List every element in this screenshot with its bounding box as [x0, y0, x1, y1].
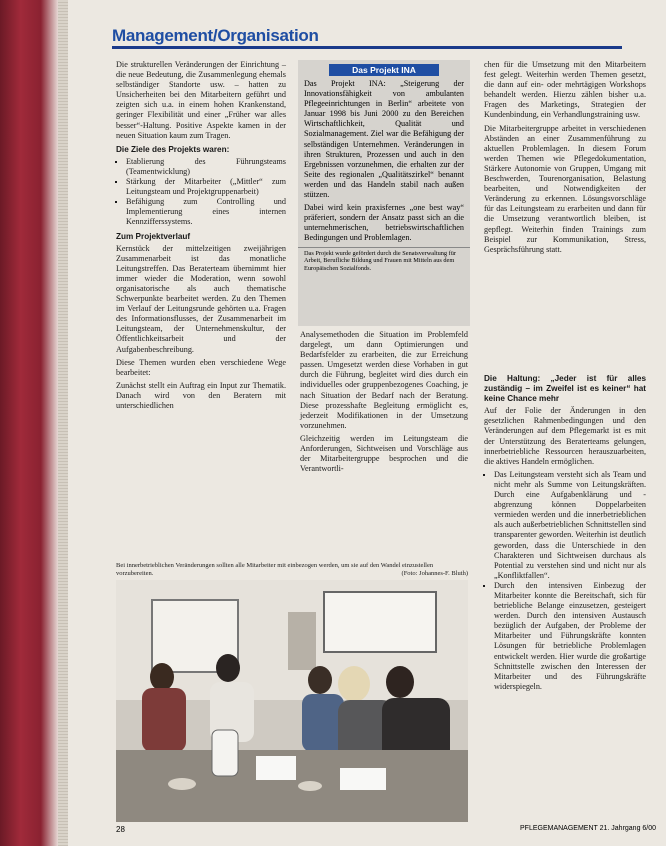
- paragraph: Gleichzeitig werden im Leitungsteam die Anforderungen, Sichtweisen und Vorschläge aus der Mitarbeitergruppe besprochen und die Verantwortli-: [300, 433, 468, 474]
- paragraph: Die Mitarbeitergruppe arbeitet in verschiedenen Abständen an einer Zusammenführung zu aktuellen Problemlagen. In diesem Forum werden Themen wie Pflegedokumentation, Stärkere Autonomie von Gruppen, Umgang mit Beschwerden, Tourenorganisation, Belastung bearbeiten, und Notwendigkeiten der Veränderung zu erkennen. Lösungsvorschläge für das Leitungsteam zu erarbeiten und dann für die Umsetzung verantwortlich bleiben, ist gepflegt. Weiterhin finden Trainings zum Beispiel zur Kommunikation, Stress, Gesprächsführung statt.: [484, 123, 646, 254]
- goal-item: ▪ Etablierung des Führungsteams (Teamentwicklung): [126, 157, 286, 177]
- info-box: [298, 60, 470, 326]
- paragraph: Zunächst stellt ein Auftrag ein Input zur Thematik. Danach wird von den Beratern mit unterschiedlichen: [116, 380, 286, 410]
- result-item: ▪ Durch den intensiven Einbezug der Mitarbeiter konnte die Bereitschaft, sich für betriebliche Belange einzusetzen, gesteigert werden. Durch den intensiven Austausch bezüglich der Aufgaben, der Probleme der Mitarbeiter und Führungskräfte konnten Lösungen für betriebliche Problemlagen entwickelt werden. Hier wurde die großartige Schnittstelle zwischen den Interessen der Mitarbeiter und des Führungskräfte widerspiegeln.: [494, 581, 646, 692]
- project-heading: Zum Projektverlauf: [116, 231, 191, 241]
- book-binding: [0, 0, 68, 846]
- column-3-top: [484, 60, 646, 258]
- paragraph: Analysemethoden die Situation im Problemfeld dargelegt, um dann Optimierungen und Bedarfsfelder zu erarbeiten, die zur Erreichung passen. Umgesetzt werden diese Vorhaben in gut durch die Führung, begleitet wird dies durch ein individuelles oder gruppenbezogenes Coaching, je nach Situation der Bedarf nach der Beratung. Diese prozesshafte Begleitung ermöglicht es, jederzeit Modifikationen in der Umsetzung vorzunehmen.: [300, 330, 468, 430]
- info-box-paragraph: Dabei wird kein praxisfernes „one best way“ präferiert, sondern der Ansatz passt sich an die unternehmerischen, betriebswirtschaftlichen Bedingungen und Problemlagen.: [304, 203, 464, 243]
- photo-caption: [116, 562, 468, 577]
- page-edges: [58, 0, 68, 846]
- column-1: [116, 60, 286, 414]
- results-list: [484, 470, 646, 692]
- page-header: [112, 26, 622, 49]
- paragraph: Diese Themen wurden eben verschiedene Wege bearbeitet:: [116, 357, 286, 377]
- column-3: [484, 370, 646, 695]
- page-number: 28: [116, 825, 125, 834]
- goal-item: ▪ Befähigung zum Controlling und Implementierung eines internen Kennzifferssystems.: [126, 197, 286, 227]
- info-box-paragraph: Das Projekt INA: „Steigerung der Innovationsfähigkeit von ambulanten Pflegeeinrichtungen in Berlin“ arbeitete von Januar 1998 bis Juni 2000 zu den Bereichen Wirtschaftlichkeit, Qualität und Sozialmanagement. Ziel war die Befähigung der selbständigen Unternehmen. Veränderungen in ihren Strukturen, Prozessen und auch in den Ergebnissen vorzunehmen, die erhalten zur der Seite des regionalen „Qualitätszirkel“ benannt werden und das Handeln stabil nach außen stützen.: [304, 79, 464, 200]
- section-title: Management/Organisation: [112, 26, 319, 45]
- journal-footer: PFLEGEMANAGEMENT 21. Jahrgang 6/00: [520, 825, 657, 832]
- goal-item: ▪ Stärkung der Mitarbeiter („Mittler“ zum Leitungsteam und Projektgruppenarbeit): [126, 177, 286, 197]
- paragraph: chen für die Umsetzung mit den Mitarbeitern fest gelegt. Weiterhin werden Themen gesetzt, die dann auf ein- oder mehrtägigen Workshops behandelt werden. Hierzu zählen bisher u.a. Fragen des Marketings, Strategien der Kundenbindung, ein Verhandlungstraining usw.: [484, 60, 646, 120]
- paragraph: Auf der Folie der Änderungen in den gesetzlichen Rahmenbedingungen und den Veränderungen auf dem Pflegemarkt ist es mit der Unterstützung des Beraterteams gelungen, innerbetriebliche Ressourcen herauszuarbeiten, die aktives Handeln ermöglichen.: [484, 406, 646, 466]
- intro-paragraph: Die strukturellen Veränderungen der Einrichtung – die neue Bedeutung, die Zusammenlegung ehemals selbständiger Standorte usw. – hatten zu Unsicherheiten bei den Mitarbeitern geführt und zeigten sich u.a. in einem hohen Krankenstand, geringer Flexibilität und einer „Früher war alles besser“-Haltung. Positive Aspekte kamen in der neuen Situation kaum zum Tragen.: [116, 60, 286, 140]
- photo-credit: (Foto: Johannes-F. Bluth): [401, 569, 468, 577]
- result-item: ▪ Das Leitungsteam versteht sich als Team und nicht mehr als Summe von Leitungskräften. Durch eine Aufgabenklärung und -abgrenzung können Doppelarbeiten vermieden werden und die innerbetrieblichen als auch außerbetrieblichen Schnittstellen sind transparenter geworden. Weiterhin ist deutlich geworden, dass die Unterschiede in den Charakteren und Sichtweisen durchaus als Potential zu verstehen sind und nicht nur als „Konfliktfallen“.: [494, 470, 646, 581]
- paragraph: Kernstück der mittelzeitigen zweijährigen Zusammenarbeit ist das monatliche Leitungstreffen. Das Beraterteam übernimmt hier immer wieder die Moderation, wenn sowohl organisatorische als auch thematische Schwerpunkte bearbeitet werden. Zu den Themen im Verlauf der Leitungsrunde gehörten u.a. Fragen des Informationsflusses, der Zusammenarbeit im Leitungsteam, der Unternehmenskultur, der Öffentlichkeitsarbeit und der Aufgabenbeschreibung.: [116, 243, 286, 354]
- info-box-note: Das Projekt wurde gefördert durch die Senatsverwaltung für Arbeit, Berufliche Bildung und Frauen mit Mitteln aus dem Europäischen Sozialfonds.: [298, 247, 470, 275]
- goals-heading: Die Ziele des Projekts waren:: [116, 144, 230, 154]
- photo-illustration: [116, 580, 468, 822]
- attitude-heading: Die Haltung: „Jeder ist für alles zuständig – im Zweifel ist es keiner“ hat keine Chance mehr: [484, 374, 646, 404]
- caption-text: Bei innerbetrieblichen Veränderungen sollten alle Mitarbeiter mit einbezogen werden, um sie auf den Wandel einzustellen vorzubereiten.: [116, 562, 434, 577]
- info-box-text: [298, 79, 470, 244]
- group-photo: [116, 580, 468, 822]
- column-2: [300, 330, 468, 477]
- info-box-heading: Das Projekt INA: [329, 64, 439, 76]
- goals-list: [116, 157, 286, 228]
